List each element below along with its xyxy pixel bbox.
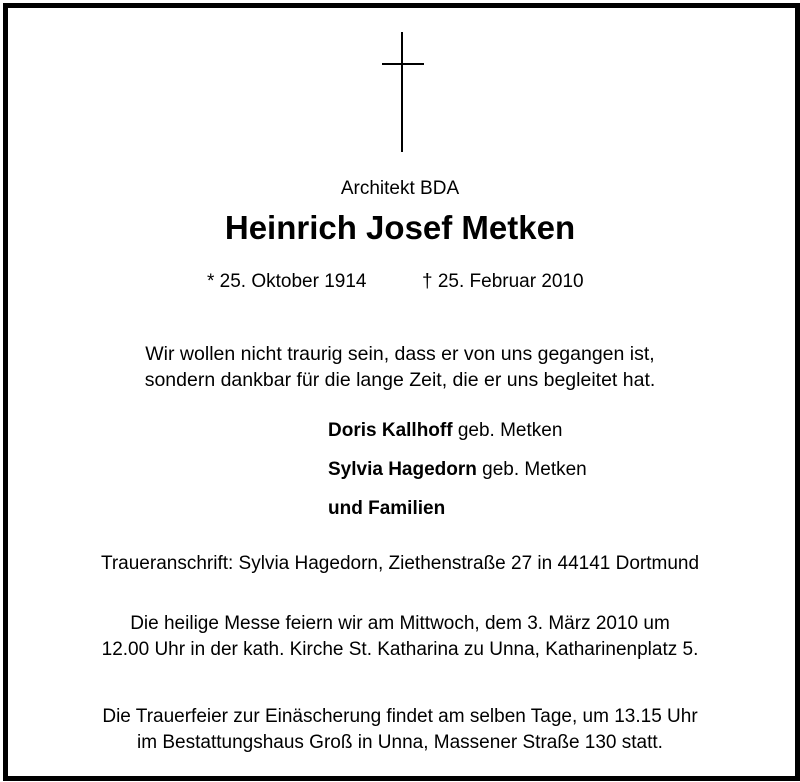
ceremony-line: Die Trauerfeier zur Einäscherung findet am selben Tage, um 13.15 Uhr xyxy=(102,706,698,727)
birth-date: * 25. Oktober 1914 xyxy=(207,271,367,292)
mourner-families: und Familien xyxy=(328,498,446,519)
death-date: † 25. Februar 2010 xyxy=(422,271,584,292)
mass-line: 12.00 Uhr in der kath. Kirche St. Katharina zu Unna, Katharinenplatz 5. xyxy=(101,639,699,660)
mourner-maiden-name: geb. Metken xyxy=(476,459,587,480)
mourner-entry xyxy=(328,420,562,442)
ceremony-line: im Bestattungshaus Groß in Unna, Massener Straße 130 statt. xyxy=(137,732,663,753)
mourner-name: Sylvia Hagedorn xyxy=(328,459,477,480)
ceremony-notice xyxy=(0,704,800,756)
mourner-name: Doris Kallhoff xyxy=(328,420,453,441)
quote-line: Wir wollen nicht traurig sein, dass er von uns gegangen ist, xyxy=(145,343,655,365)
mass-notice xyxy=(0,611,800,663)
profession-title: Architekt BDA xyxy=(340,178,460,199)
mourner-entry xyxy=(328,459,587,481)
mourner-maiden-name: geb. Metken xyxy=(452,420,563,441)
quote-line: sondern dankbar für die lange Zeit, die er uns begleitet hat. xyxy=(144,369,656,391)
mass-line: Die heilige Messe feiern wir am Mittwoch, dem 3. März 2010 um xyxy=(130,613,670,634)
cross-icon xyxy=(382,32,424,152)
deceased-name: Heinrich Josef Metken xyxy=(224,209,576,246)
memorial-quote xyxy=(0,341,800,393)
condolence-address: Traueranschrift: Sylvia Hagedorn, Ziethenstraße 27 in 44141 Dortmund xyxy=(100,553,700,574)
